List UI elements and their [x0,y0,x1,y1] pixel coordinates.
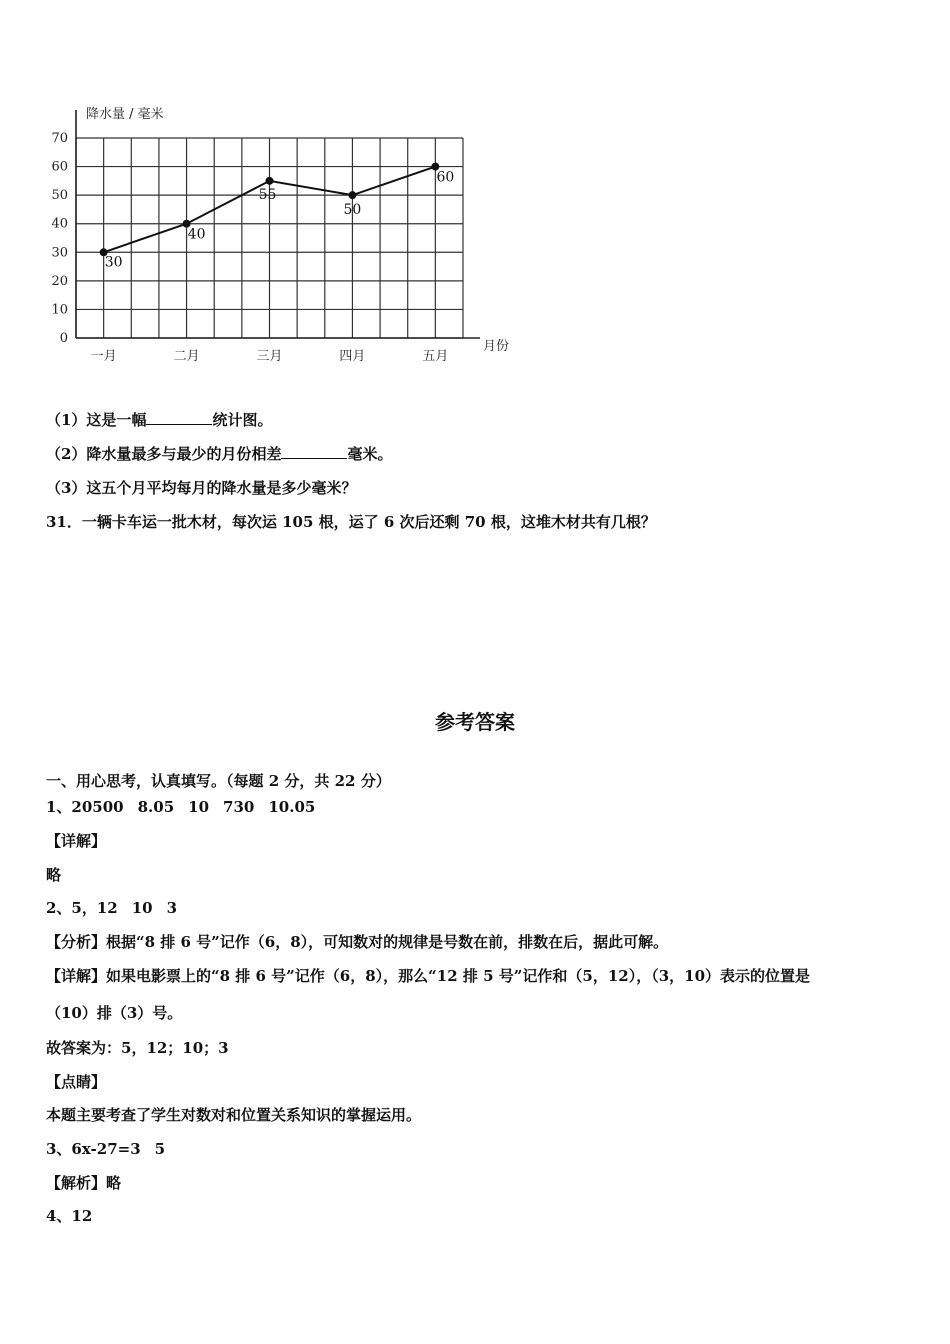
data-label: 55 [258,186,277,203]
commentary-tag: 【点睛】 [46,1073,107,1091]
data-point [266,177,274,185]
question-3: （3）这五个月平均每月的降水量是多少毫米？ [46,479,357,497]
question-1-suffix: 统计图。 [212,411,273,429]
data-label: 40 [187,226,206,243]
answer-2-item: 10 [131,899,153,917]
question-1 [46,409,272,430]
question-1-prefix: （1）这是一幅 [46,411,147,429]
answer-3 [46,1138,165,1159]
chart-y-axis-label: 降水量 / 毫米 [86,107,164,122]
chart-grid [76,138,463,338]
y-tick-label: 10 [51,302,68,318]
y-tick-label: 40 [51,216,68,232]
solution-tag: 【解析】略 [46,1174,122,1192]
question-2-prefix: （2）降水量最多与最少的月份相差 [46,445,282,463]
answer-4: 4、12 [46,1207,93,1225]
answer-3-item: 5 [154,1140,166,1158]
answer-blank [281,444,347,459]
answers-title: 参考答案 [435,710,515,734]
chart-y-ticks [51,131,68,346]
data-label: 60 [436,169,455,186]
commentary-text: 本题主要考查了学生对数对和位置关系知识的掌握运用。 [46,1106,422,1124]
answer-1-item: 730 [223,798,255,816]
answer-2-item: 3 [166,899,178,917]
answer-1-item: 10.05 [268,798,316,816]
y-tick-label: 70 [51,131,68,146]
answer-1-item: 8.05 [137,798,175,816]
x-category-label: 四月 [339,349,366,364]
answer-omitted: 略 [46,866,62,884]
final-answer: 故答案为：5，12；10；3 [46,1039,229,1057]
y-tick-label: 60 [51,159,68,175]
question-2-suffix: 毫米。 [347,445,393,463]
y-tick-label: 50 [51,188,68,204]
precipitation-line-chart [40,100,530,372]
answer-1-item: 1、20500 [46,798,124,816]
x-category-label: 三月 [256,349,283,364]
question-2 [46,443,392,464]
answer-3-item: 3、6x-27=3 [46,1140,141,1158]
detail-text-line-1: 【详解】如果电影票上的“8 排 6 号”记作（6，8），那么“12 排 5 号”记作和（5，12），（3，10）表示的位置是 [46,967,811,985]
answer-1 [46,796,315,817]
analysis-text: 【分析】根据“8 排 6 号”记作（6，8），可知数对的规律是号数在前，排数在后，据此可解。 [46,933,669,951]
answer-2 [46,897,177,918]
chart-x-axis-label: 月份 [483,339,510,354]
y-tick-label: 20 [51,273,68,289]
question-31: 31．一辆卡车运一批木材，每次运 105 根，运了 6 次后还剩 70 根，这堆木材共有几根？ [46,513,656,531]
x-category-label: 一月 [90,349,117,364]
x-category-label: 五月 [422,349,449,364]
x-category-label: 二月 [173,349,200,364]
section-1-heading: 一、用心思考，认真填写。（每题 2 分，共 22 分） [46,772,391,790]
y-tick-label: 0 [59,331,68,346]
answer-blank [146,410,212,425]
chart-x-categories [91,349,449,364]
data-point [348,191,356,199]
detail-text-line-2: （10）排（3）号。 [46,1004,183,1022]
answer-2-item: 2、5，12 [46,899,118,917]
data-label: 50 [343,202,362,219]
answer-1-item: 10 [188,798,210,816]
chart-series [100,163,455,271]
data-label: 30 [104,254,123,271]
detail-tag: 【详解】 [46,832,107,850]
y-tick-label: 30 [51,245,68,261]
